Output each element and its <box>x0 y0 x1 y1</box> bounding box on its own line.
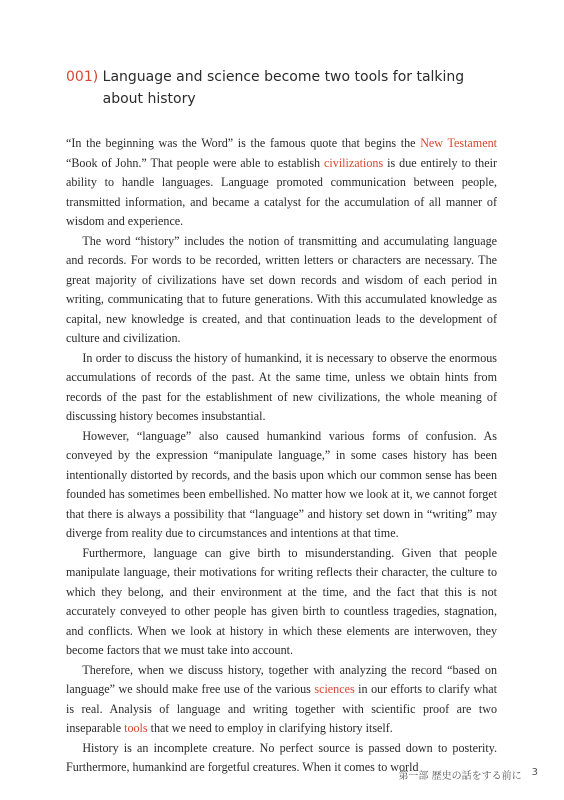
paragraph-text: in our efforts to clarify what is real. Analysis of language and writing together with scientific proof are two inseparable <box>66 682 497 735</box>
paragraph-text: “In the beginning was the Word” is the famous quote that begins the <box>66 136 421 150</box>
paragraph-text: that we need to employ in clarifying history itself. <box>147 721 393 735</box>
body-paragraph <box>66 661 497 739</box>
paragraph-text: “Book of John.” That people were able to establish <box>66 155 325 170</box>
chapter-heading <box>66 66 506 110</box>
heading-title: Language and science become two tools for talking about history <box>102 69 465 107</box>
body-paragraph <box>66 544 497 661</box>
highlighted-term: tools <box>124 721 148 735</box>
body-paragraph <box>66 427 497 544</box>
paragraph-text: History is an incomplete creature. No perfect source is passed down to posterity. Furthermore, humankind are forgetful creatures. When it comes to world <box>66 740 497 774</box>
body-paragraph <box>66 349 497 427</box>
highlighted-term: sciences <box>314 682 355 696</box>
highlighted-term: civilizations <box>324 155 384 170</box>
body-text <box>66 134 497 778</box>
page-number: 3 <box>531 767 538 778</box>
footer-section-title: 第一部 歴史の話をする前に <box>398 771 522 782</box>
paragraph-text: However, “language” also caused humankind various forms of confusion. As conveyed by the expression “manipulate language,” in some cases history has been intentionally distorted by records, and the basis upon which our common sense has been founded has sometimes been embellished. No matter how we look at it, we cannot forget that there is always a possibility that “language” and history set down in “writing” may diverge from reality due to circumstances and intentions at that time. <box>66 428 497 540</box>
page-footer <box>398 767 538 782</box>
heading-number: 001) <box>66 69 99 85</box>
paragraph-text: In order to discuss the history of humankind, it is necessary to observe the enormous accumulations of records of the past. At the same time, unless we obtain hints from records of the past for the establishment of new civilizations, the whole meaning of discussing history becomes insubstantial. <box>66 350 497 423</box>
highlighted-term: New Testament <box>420 136 497 150</box>
body-paragraph <box>66 134 497 232</box>
paragraph-text: is due entirely to their ability to handle languages. Language promoted communication between people, transmitted information, and became a catalyst for the accumulation of all manner of wisdom and experience. <box>66 155 497 228</box>
paragraph-text: Furthermore, language can give birth to misunderstanding. Given that people manipulate language, their motivations for writing reflects their character, the culture to which they belong, and their environment at the time, and the fact that this is not accurately conveyed to other people has given birth to countless tragedies, stagnation, and conflicts. When we look at history in which these elements are interwoven, they become factors that we must take into account. <box>66 545 497 657</box>
body-paragraph <box>66 232 497 349</box>
paragraph-text: The word “history” includes the notion of transmitting and accumulating language and records. For words to be recorded, written letters or characters are necessary. The great majority of civilizations have set down records and wisdom of each period in writing, communicating that to future generations. With this accumulated knowledge as capital, new knowledge is created, and that continuation leads to the development of culture and civilization. <box>66 233 497 345</box>
paragraph-text: Therefore, when we discuss history, together with analyzing the record “based on language” we should make free use of the various <box>66 662 497 696</box>
